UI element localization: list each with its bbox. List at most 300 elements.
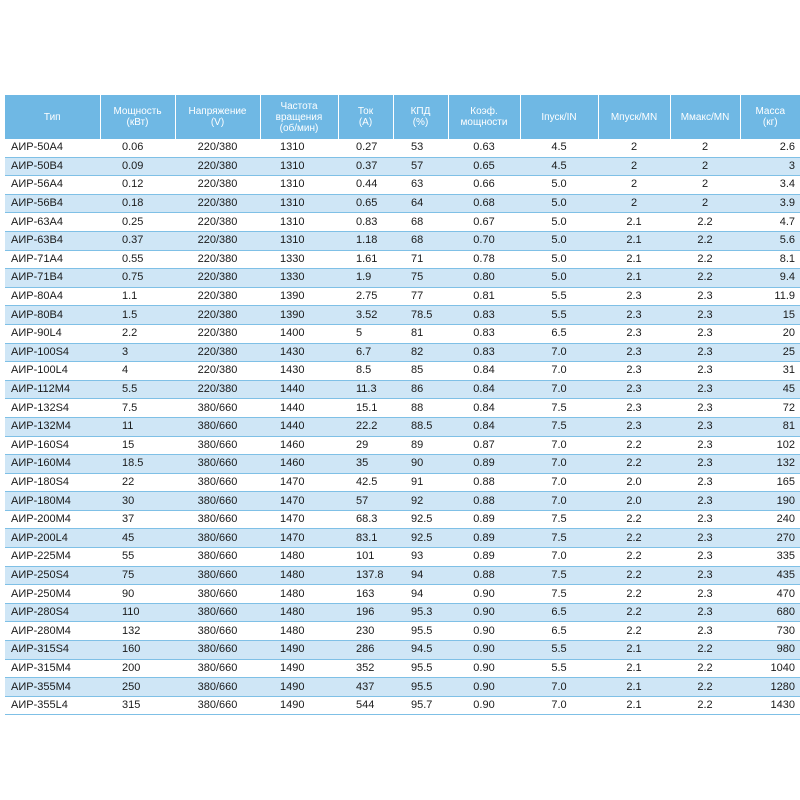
table-cell: 8.5 — [338, 362, 393, 381]
table-cell: 0.06 — [100, 139, 175, 157]
table-cell: 5.0 — [520, 250, 598, 269]
table-cell: 1390 — [260, 287, 338, 306]
table-cell: 7.0 — [520, 362, 598, 381]
table-cell: АИР-180S4 — [5, 473, 100, 492]
table-cell: 270 — [740, 529, 800, 548]
table-cell: 0.84 — [448, 417, 520, 436]
table-cell: 92.5 — [393, 510, 448, 529]
table-cell: 57 — [338, 492, 393, 511]
table-cell: 220/380 — [175, 343, 260, 362]
table-cell: 2.1 — [598, 269, 670, 288]
table-cell: 220/380 — [175, 324, 260, 343]
column-header — [260, 95, 338, 139]
table-row — [5, 194, 800, 213]
table-cell: АИР-112М4 — [5, 380, 100, 399]
table-cell: 0.88 — [448, 473, 520, 492]
table-cell: 2 — [598, 176, 670, 195]
table-cell: 0.09 — [100, 157, 175, 176]
table-cell: 380/660 — [175, 548, 260, 567]
table-cell: 1460 — [260, 455, 338, 474]
table-row — [5, 678, 800, 697]
table-cell: 0.44 — [338, 176, 393, 195]
table-cell: 2.0 — [598, 492, 670, 511]
table-cell: 22 — [100, 473, 175, 492]
table-cell: 11.9 — [740, 287, 800, 306]
table-cell: 2.6 — [740, 139, 800, 157]
table-cell: 2.1 — [598, 696, 670, 715]
table-cell: 95.3 — [393, 603, 448, 622]
table-cell: 11 — [100, 417, 175, 436]
table-cell: АИР-180М4 — [5, 492, 100, 511]
table-cell: 2.2 — [670, 250, 740, 269]
table-cell: 5.0 — [520, 231, 598, 250]
table-cell: 2.3 — [670, 622, 740, 641]
table-cell: 544 — [338, 696, 393, 715]
table-cell: 250 — [100, 678, 175, 697]
table-cell: 3.52 — [338, 306, 393, 325]
table-row — [5, 510, 800, 529]
table-cell: 9.4 — [740, 269, 800, 288]
table-cell: 7.0 — [520, 696, 598, 715]
table-cell: 315 — [100, 696, 175, 715]
table-cell: 2.1 — [598, 213, 670, 232]
table-cell: АИР-160М4 — [5, 455, 100, 474]
table-cell: 1.9 — [338, 269, 393, 288]
table-cell: 0.87 — [448, 436, 520, 455]
table-cell: 7.0 — [520, 380, 598, 399]
table-cell: 31 — [740, 362, 800, 381]
table-cell: 6.5 — [520, 603, 598, 622]
table-cell: 68 — [393, 213, 448, 232]
table-cell: 0.88 — [448, 566, 520, 585]
table-row — [5, 417, 800, 436]
table-cell: 380/660 — [175, 529, 260, 548]
table-row — [5, 139, 800, 157]
table-cell: 102 — [740, 436, 800, 455]
table-cell: 0.65 — [448, 157, 520, 176]
table-cell: АИР-132S4 — [5, 399, 100, 418]
column-header-line: Iпуск/IN — [541, 111, 577, 123]
table-cell: 5.5 — [100, 380, 175, 399]
table-cell: 220/380 — [175, 380, 260, 399]
table-cell: 0.37 — [100, 231, 175, 250]
table-cell: 2.3 — [598, 362, 670, 381]
table-row — [5, 343, 800, 362]
table-cell: 2.2 — [598, 529, 670, 548]
table-row — [5, 362, 800, 381]
table-row — [5, 269, 800, 288]
table-cell: 68 — [393, 231, 448, 250]
table-cell: 380/660 — [175, 641, 260, 660]
table-cell: 1440 — [260, 380, 338, 399]
column-header-line: (кВт) — [126, 117, 149, 128]
table-cell: 286 — [338, 641, 393, 660]
table-cell: 1490 — [260, 641, 338, 660]
table-cell: 0.90 — [448, 696, 520, 715]
table-cell: 0.90 — [448, 641, 520, 660]
table-row — [5, 250, 800, 269]
table-cell: 0.37 — [338, 157, 393, 176]
table-cell: 1490 — [260, 678, 338, 697]
table-cell: 137.8 — [338, 566, 393, 585]
table-cell: 81 — [740, 417, 800, 436]
table-cell: 132 — [100, 622, 175, 641]
table-cell: 2.3 — [670, 436, 740, 455]
table-cell: 1310 — [260, 139, 338, 157]
table-cell: 220/380 — [175, 287, 260, 306]
motor-spec-sheet — [5, 95, 800, 715]
table-cell: 68.3 — [338, 510, 393, 529]
table-cell: 92.5 — [393, 529, 448, 548]
table-cell: 5.5 — [520, 306, 598, 325]
column-header — [393, 95, 448, 139]
table-cell: 2.2 — [598, 436, 670, 455]
table-cell: 220/380 — [175, 269, 260, 288]
table-cell: 2.3 — [670, 324, 740, 343]
column-header-line: Частота — [280, 100, 318, 112]
table-cell: 2.3 — [670, 529, 740, 548]
table-row — [5, 157, 800, 176]
table-cell: 110 — [100, 603, 175, 622]
table-cell: АИР-200L4 — [5, 529, 100, 548]
table-cell: 1390 — [260, 306, 338, 325]
table-cell: 0.90 — [448, 622, 520, 641]
table-cell: 72 — [740, 399, 800, 418]
table-cell: 0.83 — [448, 324, 520, 343]
table-cell: 11.3 — [338, 380, 393, 399]
column-header-line: Тип — [43, 111, 61, 123]
table-cell: 5.0 — [520, 194, 598, 213]
table-cell: 37 — [100, 510, 175, 529]
table-cell: 730 — [740, 622, 800, 641]
table-cell: 20 — [740, 324, 800, 343]
table-cell: 0.65 — [338, 194, 393, 213]
table-cell: 437 — [338, 678, 393, 697]
table-cell: 64 — [393, 194, 448, 213]
column-header — [448, 95, 520, 139]
table-cell: 380/660 — [175, 455, 260, 474]
table-cell: 0.75 — [100, 269, 175, 288]
table-cell: 200 — [100, 659, 175, 678]
table-cell: АИР-50А4 — [5, 139, 100, 157]
table-cell: АИР-63А4 — [5, 213, 100, 232]
table-cell: 7.5 — [520, 529, 598, 548]
table-cell: 7.0 — [520, 473, 598, 492]
table-cell: 18.5 — [100, 455, 175, 474]
table-cell: 5.5 — [520, 287, 598, 306]
table-cell: 95.5 — [393, 659, 448, 678]
table-cell: 2.3 — [670, 492, 740, 511]
table-cell: 380/660 — [175, 678, 260, 697]
table-cell: 6.7 — [338, 343, 393, 362]
column-header-line: (%) — [412, 117, 429, 128]
column-header — [100, 95, 175, 139]
table-cell: 680 — [740, 603, 800, 622]
table-cell: 0.89 — [448, 529, 520, 548]
table-cell: 15 — [100, 436, 175, 455]
column-header-line: (об/мин) — [279, 122, 319, 134]
table-cell: 2.2 — [670, 641, 740, 660]
table-cell: 88.5 — [393, 417, 448, 436]
table-cell: 75 — [100, 566, 175, 585]
table-cell: АИР-355L4 — [5, 696, 100, 715]
table-cell: 2.3 — [670, 306, 740, 325]
column-header — [520, 95, 598, 139]
table-cell: 1490 — [260, 696, 338, 715]
table-cell: 220/380 — [175, 250, 260, 269]
table-cell: 2.3 — [670, 417, 740, 436]
table-cell: 1310 — [260, 194, 338, 213]
table-cell: 980 — [740, 641, 800, 660]
table-cell: 71 — [393, 250, 448, 269]
table-cell: 83.1 — [338, 529, 393, 548]
table-cell: 196 — [338, 603, 393, 622]
table-cell: 1310 — [260, 231, 338, 250]
table-cell: 2.2 — [670, 659, 740, 678]
table-cell: 2.2 — [598, 548, 670, 567]
table-cell: 1480 — [260, 566, 338, 585]
table-cell: АИР-100L4 — [5, 362, 100, 381]
table-cell: 81 — [393, 324, 448, 343]
table-cell: 0.80 — [448, 269, 520, 288]
table-cell: 1480 — [260, 622, 338, 641]
table-row — [5, 585, 800, 604]
table-cell: 380/660 — [175, 659, 260, 678]
table-cell: 1430 — [260, 343, 338, 362]
table-cell: 190 — [740, 492, 800, 511]
table-cell: 165 — [740, 473, 800, 492]
table-cell: 2.3 — [670, 455, 740, 474]
table-cell: 7.5 — [100, 399, 175, 418]
table-cell: 7.5 — [520, 585, 598, 604]
table-cell: 45 — [100, 529, 175, 548]
table-cell: 5 — [338, 324, 393, 343]
table-cell: 2.2 — [598, 603, 670, 622]
table-cell: 8.1 — [740, 250, 800, 269]
table-cell: 1430 — [260, 362, 338, 381]
table-cell: 1.5 — [100, 306, 175, 325]
table-cell: 3 — [740, 157, 800, 176]
table-cell: 0.89 — [448, 510, 520, 529]
table-cell: 1310 — [260, 176, 338, 195]
table-cell: 2.3 — [598, 306, 670, 325]
table-cell: 94 — [393, 566, 448, 585]
table-cell: 7.0 — [520, 678, 598, 697]
table-row — [5, 659, 800, 678]
table-cell: 0.25 — [100, 213, 175, 232]
table-cell: 2.2 — [670, 213, 740, 232]
table-cell: 2.3 — [670, 287, 740, 306]
table-cell: 2.3 — [670, 548, 740, 567]
table-cell: 2.2 — [598, 566, 670, 585]
column-header — [338, 95, 393, 139]
table-cell: 470 — [740, 585, 800, 604]
table-cell: АИР-80А4 — [5, 287, 100, 306]
table-body — [5, 139, 800, 715]
table-cell: 1330 — [260, 250, 338, 269]
table-cell: 0.83 — [448, 343, 520, 362]
table-cell: 5.0 — [520, 213, 598, 232]
table-cell: 22.2 — [338, 417, 393, 436]
column-header-line: (A) — [358, 117, 373, 128]
table-cell: 7.5 — [520, 417, 598, 436]
table-cell: 53 — [393, 139, 448, 157]
table-cell: 35 — [338, 455, 393, 474]
table-cell: АИР-56А4 — [5, 176, 100, 195]
table-row — [5, 380, 800, 399]
table-header-row — [5, 95, 800, 139]
table-cell: 380/660 — [175, 603, 260, 622]
table-cell: 101 — [338, 548, 393, 567]
table-cell: АИР-80В4 — [5, 306, 100, 325]
table-cell: 335 — [740, 548, 800, 567]
table-cell: 2.2 — [670, 678, 740, 697]
table-cell: 75 — [393, 269, 448, 288]
table-cell: 2 — [598, 139, 670, 157]
table-row — [5, 436, 800, 455]
table-cell: 160 — [100, 641, 175, 660]
table-row — [5, 529, 800, 548]
table-cell: 2.2 — [100, 324, 175, 343]
table-cell: 352 — [338, 659, 393, 678]
table-cell: 1310 — [260, 157, 338, 176]
table-cell: 380/660 — [175, 622, 260, 641]
table-cell: 0.89 — [448, 455, 520, 474]
table-cell: 0.84 — [448, 380, 520, 399]
table-cell: 95.7 — [393, 696, 448, 715]
table-cell: 1330 — [260, 269, 338, 288]
table-cell: 2 — [670, 194, 740, 213]
table-cell: 2.3 — [670, 566, 740, 585]
table-cell: АИР-315S4 — [5, 641, 100, 660]
table-cell: 4.5 — [520, 139, 598, 157]
table-cell: 2.3 — [670, 603, 740, 622]
table-cell: 45 — [740, 380, 800, 399]
table-cell: 90 — [100, 585, 175, 604]
table-cell: 2.3 — [598, 380, 670, 399]
table-cell: 380/660 — [175, 566, 260, 585]
table-cell: 7.5 — [520, 510, 598, 529]
table-cell: 2.2 — [598, 622, 670, 641]
table-cell: 42.5 — [338, 473, 393, 492]
table-cell: 4 — [100, 362, 175, 381]
table-cell: 7.0 — [520, 548, 598, 567]
table-cell: 2.0 — [598, 473, 670, 492]
table-row — [5, 231, 800, 250]
table-cell: 0.18 — [100, 194, 175, 213]
table-cell: 1.61 — [338, 250, 393, 269]
table-cell: 3 — [100, 343, 175, 362]
table-cell: 2.2 — [670, 269, 740, 288]
table-cell: 88 — [393, 399, 448, 418]
column-header-line: Напряжение — [188, 106, 247, 117]
table-cell: 7.0 — [520, 343, 598, 362]
table-cell: АИР-200М4 — [5, 510, 100, 529]
table-cell: 2.3 — [598, 324, 670, 343]
table-cell: 7.5 — [520, 399, 598, 418]
table-cell: 7.5 — [520, 566, 598, 585]
table-cell: 220/380 — [175, 306, 260, 325]
table-cell: АИР-71В4 — [5, 269, 100, 288]
table-cell: 4.5 — [520, 157, 598, 176]
table-cell: 91 — [393, 473, 448, 492]
table-cell: 220/380 — [175, 231, 260, 250]
table-cell: 78.5 — [393, 306, 448, 325]
table-cell: 220/380 — [175, 139, 260, 157]
table-cell: 57 — [393, 157, 448, 176]
table-cell: 380/660 — [175, 417, 260, 436]
table-cell: 5.5 — [520, 659, 598, 678]
table-cell: 93 — [393, 548, 448, 567]
table-cell: 1460 — [260, 436, 338, 455]
table-cell: АИР-225М4 — [5, 548, 100, 567]
table-cell: 0.83 — [448, 306, 520, 325]
table-cell: 1310 — [260, 213, 338, 232]
table-cell: 220/380 — [175, 194, 260, 213]
column-header-line: (кг) — [762, 117, 778, 128]
table-cell: 0.89 — [448, 548, 520, 567]
table-cell: 4.7 — [740, 213, 800, 232]
table-cell: 95.5 — [393, 622, 448, 641]
table-cell: 0.63 — [448, 139, 520, 157]
table-cell: 1.1 — [100, 287, 175, 306]
table-row — [5, 306, 800, 325]
table-row — [5, 324, 800, 343]
column-header-line: Мощность — [113, 106, 162, 117]
table-cell: 7.0 — [520, 436, 598, 455]
column-header — [5, 95, 100, 139]
table-cell: 2.3 — [670, 510, 740, 529]
table-cell: 0.90 — [448, 678, 520, 697]
column-header — [598, 95, 670, 139]
table-cell: 6.5 — [520, 324, 598, 343]
table-row — [5, 455, 800, 474]
table-cell: 2.3 — [598, 287, 670, 306]
table-cell: 163 — [338, 585, 393, 604]
table-cell: 92 — [393, 492, 448, 511]
table-cell: 0.90 — [448, 603, 520, 622]
table-cell: 5.0 — [520, 269, 598, 288]
motor-spec-table — [5, 95, 800, 715]
table-cell: 380/660 — [175, 473, 260, 492]
table-cell: 0.12 — [100, 176, 175, 195]
table-cell: 0.84 — [448, 399, 520, 418]
table-cell: 15.1 — [338, 399, 393, 418]
table-cell: 2 — [598, 157, 670, 176]
table-cell: АИР-355М4 — [5, 678, 100, 697]
table-cell: 1280 — [740, 678, 800, 697]
table-row — [5, 548, 800, 567]
table-cell: 2.2 — [670, 696, 740, 715]
table-cell: 0.67 — [448, 213, 520, 232]
table-cell: 89 — [393, 436, 448, 455]
table-cell: 1470 — [260, 473, 338, 492]
table-cell: 1470 — [260, 510, 338, 529]
table-cell: 220/380 — [175, 213, 260, 232]
column-header-line: мощности — [460, 117, 508, 128]
table-cell: 0.90 — [448, 585, 520, 604]
table-cell: 1470 — [260, 529, 338, 548]
column-header — [175, 95, 260, 139]
table-cell: АИР-250S4 — [5, 566, 100, 585]
column-header — [670, 95, 740, 139]
table-cell: 5.0 — [520, 176, 598, 195]
table-cell: АИР-100S4 — [5, 343, 100, 362]
table-cell: 0.68 — [448, 194, 520, 213]
table-cell: 2.3 — [670, 399, 740, 418]
table-cell: 3.9 — [740, 194, 800, 213]
table-cell: 230 — [338, 622, 393, 641]
